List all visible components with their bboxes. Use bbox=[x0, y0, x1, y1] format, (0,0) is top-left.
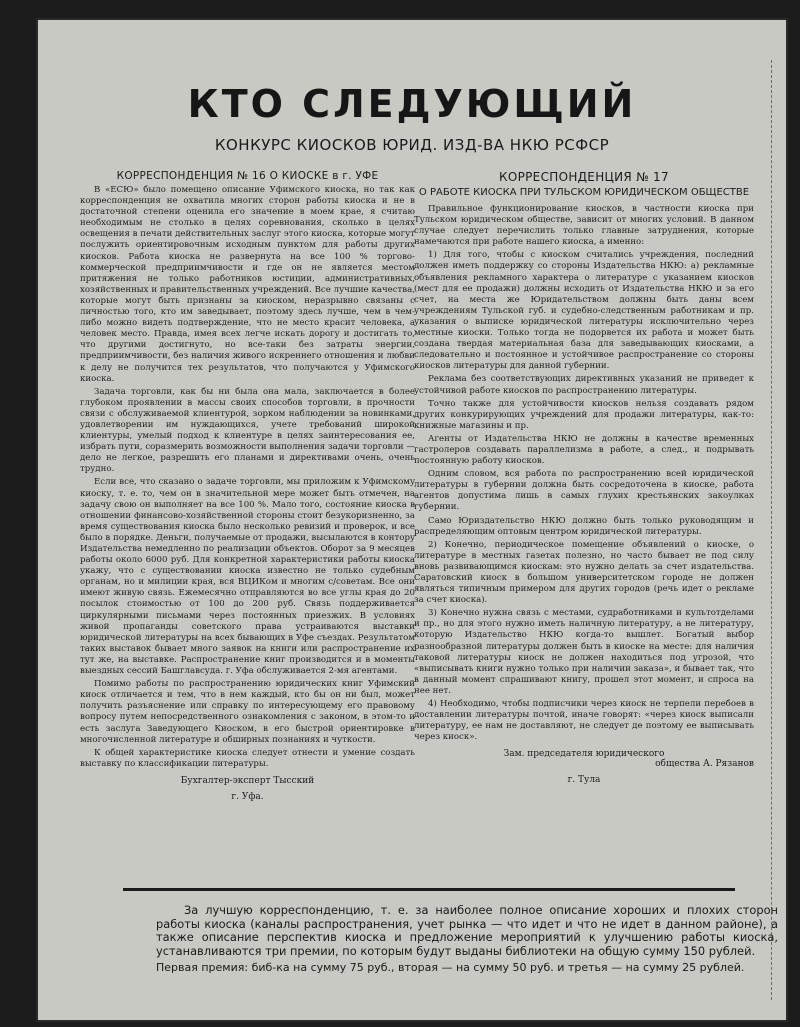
left-signature: Бухгалтер-эксперт Тысский bbox=[180, 775, 315, 786]
right-paragraph: Реклама без соответствующих директивных указаний не приведет к устойчивой работе киосков по распространению литературы. bbox=[414, 374, 754, 396]
right-paragraph: Агенты от Издательства НКЮ не должны в качестве временных гастролеров создавать параллелизма в работе, а след., и подрывать постоянную работу киосков. bbox=[414, 433, 754, 467]
right-paragraph: 4) Необходимо, чтобы подписчики через киоск не терпели перебоев в доставлении литературы почтой, иначе говорят: «через киоск выписали литературу, ее нам не доставляют, не следует де поэтому ее выписывать через киоск». bbox=[414, 699, 754, 743]
right-paragraph: 3) Конечно нужна связь с местами, судработниками и культотделами и пр., но для этого нужно иметь наличную литературу, а не литературу, которую Издательство НКЮ когда-то вышлет. Богатый выбор разнообразной литературы должен быть в киоске на месте: для наличия таковой литературы киоск не должен находиться под угрозой, что «выписывать книги нужно только при наличии заказа», и бывает так, что в данный момент спрашивают книгу, прошел этот момент, и спроса на нее нет. bbox=[414, 608, 754, 696]
left-paragraph: Помимо работы по распространению юридических книг Уфимский киоск отличается и тем, что в нем каждый, кто бы он ни был, может получить разъяснение или справку по интересующему его правовому вопросу путем непосредственного ознакомления с законом, в этом-то и есть заслуга Заведующего Киоском, в его быстрой ориентировке в многочисленной литературе и обширных познаниях и чуткости. bbox=[80, 679, 415, 745]
right-paragraph: 1) Для того, чтобы с киоском считались учреждения, последний должен иметь поддержку со стороны Издательства НКЮ: а) рекламные объявления рекламного характера о литературе с указанием киосков (мест для ее продажи) должны исходить от Издательства НКЮ и за его счет, на места же Юридательством должны быть даны всем учреждениям Тульской губ. и судебно-следственным работникам и пр. указания о выписке юридической литературы исключительно через местные киоски. Только тогда не подорвется их работа и может быть создана твердая материальная база для заведывающих киосками, а следовательно и постоянное и устойчивое распространение со стороны киосков литературы для данной губернии. bbox=[414, 250, 754, 372]
prize-list: Первая премия: биб-ка на сумму 75 руб., вторая — на сумму 50 руб. и третья — на сумму 25 рублей. bbox=[156, 961, 745, 974]
page-edge-mark bbox=[771, 60, 780, 1000]
left-column-heading: КОРРЕСПОНДЕНЦИЯ № 16 О КИОСКЕ в г. УФЕ bbox=[116, 170, 379, 182]
magazine-page bbox=[38, 20, 786, 1020]
right-column-subheading: О РАБОТЕ КИОСКА ПРИ ТУЛЬСКОМ ЮРИДИЧЕСКОМ ОБЩЕСТВЕ bbox=[418, 187, 750, 198]
left-city: г. Уфа. bbox=[231, 791, 264, 802]
announcement-text: За лучшую корреспонденцию, т. е. за наиболее полное описание хороших и плохих сторон работы киоска (каналы распространения, учет рынка — что идет и что не идет в данном районе), а также описание перспектив киоска и предложение мероприятий к улучшению работы киоска, устанавливаются три премии, по которым будут выданы библиотеки на общую сумму 150 рублей. bbox=[156, 903, 778, 958]
page-title: КТО СЛЕДУЮЩИЙ bbox=[187, 82, 637, 126]
right-column bbox=[414, 170, 754, 870]
right-paragraph: Правильное функционирование киосков, в частности киоска при Тульском юридическом обществе, зависит от многих условий. В данном случае следует перечислить только главные затруднения, которые намечаются при работе нашего киоска, а именно: bbox=[414, 204, 754, 248]
right-paragraph: Одним словом, вся работа по распространению всей юридической литературы в губернии должна быть сосредоточена в киоске, работа агентов допустима лишь в самых глухих крестьянских закоулках губернии. bbox=[414, 469, 754, 513]
left-column bbox=[80, 170, 415, 870]
right-signature-line1: Зам. председателя юридического bbox=[503, 749, 665, 760]
page-subtitle: КОНКУРС КИОСКОВ ЮРИД. ИЗД-ВА НКЮ РСФСР bbox=[214, 136, 610, 154]
right-city: г. Тула bbox=[567, 775, 601, 786]
left-paragraph: В «ЕСЮ» было помещено описание Уфимского киоска, но так как корреспонденция не охватила многих сторон работы киоска и не в достаточной степени оценила его значение в моем крае, я считаю необходимым не столько в целях соревнования, сколько в целях освещения в печати действительных заслуг этого киоска, которые могут послужить ориентировочным исходным пунктом для работы других киосков. Работа киоска не развернута на все 100 % торгово-коммерческой предприимчивости и где он не является местом притяжения не только работников юстиции, административных, хозяйственных и правительственных учреждений. Все лучшие качества, которые могут быть признаны за киоском, неразрывно связаны с личностью того, кто им заведывает, поэтому здесь лучше, чем в чем-либо можно видеть подтверждение, что не место красит человека, а человек место. Правда, имея всех легче искать дорогу и достигать то, что другими достигнуто, но все-таки без затраты энергии, предприимчивости, без наличия живого искреннего отношения и любви к делу не получится тех результатов, что получаются у Уфимского киоска. bbox=[80, 185, 415, 384]
left-paragraph: К общей характеристике киоска следует отнести и умение создать выставку по классификации литературы. bbox=[80, 747, 415, 769]
divider-rule bbox=[123, 888, 735, 891]
right-paragraph: Точно также для устойчивости киосков нельзя создавать рядом других конкурирующих учреждений для продажи литературы, как-то: книжные магазины и пр. bbox=[414, 398, 754, 431]
right-paragraph: Само Юриздательство НКЮ должно быть только руководящим и распределяющим оптовым центром юридической литературы. bbox=[414, 515, 754, 537]
right-column-heading: КОРРЕСПОНДЕНЦИЯ № 17 bbox=[499, 170, 669, 184]
right-signature-line2: общества А. Рязанов bbox=[655, 759, 754, 770]
contest-announcement bbox=[156, 904, 778, 978]
right-paragraph: 2) Конечно, периодическое помещение объявлений о киоске, о литературе в местных газетах полезно, но часто бывает не под силу вновь развивающимся киоскам: это нужно делать за счет издательства. Саратовский киоск в большом университетском городе не должен являться типичным примером для других городов (речь идет о рекламе за счет киоска). bbox=[414, 539, 754, 606]
left-paragraph: Задача торговли, как бы ни была она мала, заключается в более глубоком проявлении в массы своих способов торговли, в прочности связи с обслуживаемой клиентурой, зорком наблюдении за новинками, удовлетворении им нуждающихся, учете требований широкой клиентуры, умелый подход к клиентуре в целях заинтересования ее, избрать пути, соразмерить возможности выполнения задачи торговли — дело не легкое, разрешить его планами и директивами очень, очень трудно. bbox=[80, 386, 415, 475]
left-paragraph: Если все, что сказано о задаче торговли, мы приложим к Уфимскому киоску, т. е. то, чем он в значительной мере может быть отмечен, на задачу свою он выполняет на все 100 %. Мало того, состояние киоска в отношении финансово-хозяйственной стороны стоит безукоризненно, за время существования киоска было несколько ревизий и проверок, и все было в порядке. Деньги, получаемые от продажи, высылаются в контору Издательства немедленно по реализации объектов. Оборот за 9 месяцев работы около 6000 руб. Для конкретной характеристики работы киоска укажу, что с существовании киоска известно не только судебным органам, но и милиции края, вся ВЦИКом и многим с/советам. Все они имеют живую связь. Ежемесячно отправляются во все углы края до 20 посылок стоимостью от 100 до 200 руб. Связь поддерживается циркулярными письмами через постоянных приезжих. В условиях живой пропаганды советского права устраиваются выставки юридической литературы на всех бывающих в Уфе съездах. Результатом таких выставок бывает много заявок на книги или распространение их тут же, на выставке. Распространение книг производится и в моменты выездных сессий Башглавсуда. г. Уфа обслуживается 2-мя агентами. bbox=[80, 477, 415, 677]
